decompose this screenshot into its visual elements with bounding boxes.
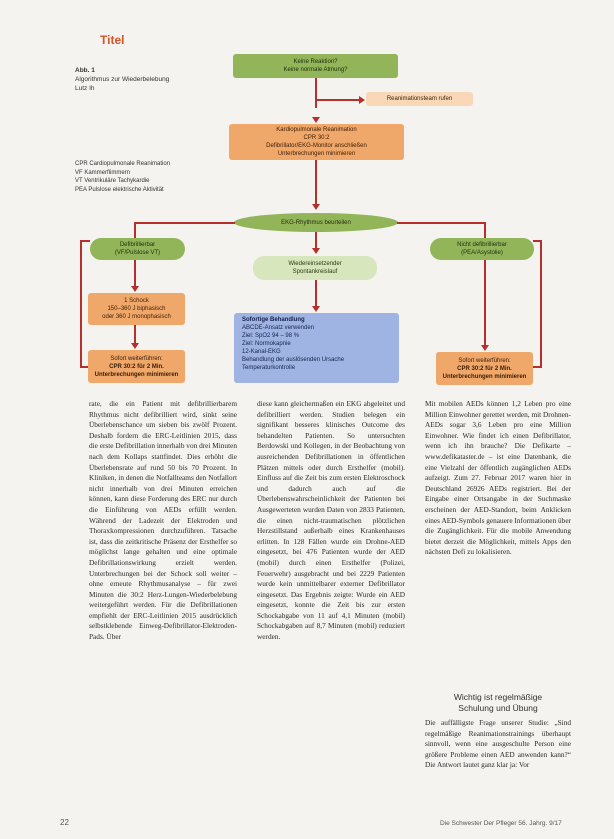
node-rhythm-label: EKG-Rhythmus beurteilen <box>281 219 351 226</box>
connector <box>315 160 317 206</box>
node-resume-left-line1: Sofort weiterführen: <box>110 355 163 362</box>
section-title: Titel <box>100 33 125 47</box>
node-call-team-label: Reanimationsteam rufen <box>386 96 453 102</box>
connector <box>315 78 317 108</box>
node-shockable-line2: (VF/Pulslose VT) <box>114 250 161 256</box>
node-rosc <box>253 256 377 280</box>
node-rosc-line2: Spontankreislauf <box>292 269 338 275</box>
node-rhythm <box>234 213 398 232</box>
abbreviation-item: VF Kammerflimmern <box>75 169 131 176</box>
connector <box>533 240 542 242</box>
journal-info: Die Schwester Der Pfleger 56. Jahrg. 9/17 <box>440 820 562 827</box>
treatment-item: 12-Kanal-EKG <box>242 349 281 355</box>
subheading-line2: Schulung und Übung <box>458 703 538 713</box>
node-treatment <box>234 313 399 383</box>
node-resume-right-line3: Unterbrechungen minimieren <box>442 373 527 380</box>
node-shock <box>88 293 185 325</box>
node-non-shockable-line2: (PEA/Asystolie) <box>461 250 503 256</box>
section-subheading <box>425 692 571 714</box>
treatment-item: ABCDE-Ansatz verwenden <box>242 325 315 331</box>
connector <box>316 99 360 101</box>
node-start-line1: Keine Reaktion? <box>293 59 338 65</box>
node-treatment-title: Sofortige Behandlung <box>242 317 305 323</box>
treatment-item: Temperaturkontrolle <box>242 365 296 371</box>
node-rosc-line1: Wiedereinsetzender <box>288 261 342 267</box>
connector <box>135 222 235 224</box>
connector <box>484 222 486 238</box>
node-shock-line2: 150–360 J biphasisch <box>107 306 166 312</box>
node-cpr <box>229 124 404 160</box>
node-cpr-line1: Kardiopulmonale Reanimation <box>276 127 357 133</box>
body-column-3-bottom: Die auffälligste Frage unserer Studie: „Sind regelmäßige Reanimationstrainings überhaupt sinnvoll, wenn eine ausgeschulte Person eine größere Probleme einen AED anwenden kann?“ Die Antwort lautet ganz klar ja: Vor <box>425 718 571 770</box>
figure-number: Abb. 1 <box>75 67 95 74</box>
connector <box>397 222 485 224</box>
connector <box>540 240 542 368</box>
arrow-icon <box>481 345 489 351</box>
page-number: 22 <box>60 818 69 827</box>
connector <box>134 260 136 288</box>
node-resume-left-line2: CPR 30:2 für 2 Min. <box>109 363 164 370</box>
connector <box>80 240 82 368</box>
treatment-item: Ziel: Normokapnie <box>242 341 291 347</box>
node-resume-right-line1: Sofort weiterführen: <box>458 357 511 364</box>
node-shockable <box>90 238 185 260</box>
node-cpr-line4: Unterbrechungen minimieren <box>277 151 356 157</box>
abbreviation-item: PEA Pulslose elektrische Aktivität <box>75 186 164 193</box>
node-resume-left-line3: Unterbrechungen minimieren <box>94 371 179 378</box>
arrow-icon <box>359 96 365 104</box>
subheading-line1: Wichtig ist regelmäßige <box>453 692 543 702</box>
node-resume-right-line2: CPR 30:2 für 2 Min. <box>457 365 512 372</box>
node-cpr-line2: CPR 30:2 <box>303 135 330 141</box>
figure-source: Lutz Ih <box>75 85 95 92</box>
node-start-line2: Keine normale Atmung? <box>283 67 348 73</box>
abbreviation-item: CPR Cardiopulmonale Reanimation <box>75 161 171 167</box>
abbreviation-list <box>75 160 170 194</box>
body-column-1: rate, die ein Patient mit defibrillierbarem Rhythmus nicht defibrilliert wird, sinkt seine Überlebenschance um sieben bis zwölf Prozent. Deshalb fordern die ERC-Leitlinien 2015, dass die erste Defibrillation innerhalb von drei Minuten nach dem Kollaps stattfindet. Dies erhöht die Überlebensrate auf rund 50 bis 70 Prozent. In Kliniken, in denen die Notfallteams den Notfallort nicht innerhalb von drei Minuten erreichen können, kann diese Forderung des ERC nur durch die Einführung von AEDs erfüllt werden. Während der Ladezeit der Elektroden und Thoraxkompressionen durchzuführen. Tatsache ist, dass die zeitkritische Präsenz der Ersthelfer so möglichst lange gehalten und eine optimale Defibrillationswirkung erzielt werden. Unterbrechungen bei der Schock soll weiter – ohne erneute Rhythmusanalyse – für zwei Minuten die 30:2 Herz-Lungen-Wiederbelebung weitergeführt werden. Für die Defibrillationen empfiehlt der ERC-Leitlinien 2015 ausdrücklich selbstklebende Einweg-Defibrillator-Elektroden-Pads. Über <box>89 399 237 642</box>
node-call-team <box>366 92 473 106</box>
connector <box>134 325 136 345</box>
connector <box>533 366 542 368</box>
node-cpr-line3: Defibrillator/EKG-Monitor anschließen <box>266 143 367 149</box>
node-start <box>233 54 398 78</box>
body-column-2: diese kann gleichermaßen ein EKG abgeleitet und defibrilliert werden. Studien belegen ein signifikant besseres klinisches Outcome des behandelten Patienten. So untersuchten Berdowski und Kollegen, in der Beobachtung von ausreichenden Defibrillationen in öffentlichen Plätzen mittels oder durch Ersthelfer (mobil). Einfluss auf die Zeit bis zum ersten Elektroschock und dadurch auch auf die Überlebenswahrscheinlichkeit der Patienten bei Ausgewerteten wurden Daten von 2833 Patienten, die einen nicht-traumatischen plötzlichen Herzstillstand außerhalb eines Krankenhauses erlitten. In 128 Fällen wurde ein Drohne-AED eingesetzt, bei 476 Patienten wurde der AED (mobil) durch einen Ersthelfer (Polizei, Feuerwehr) ausgebracht und bei 2229 Patienten wurde kein unmittelbarer externer Defibrillator eingesetzt. Das Ergebnis zeigte: Wurde ein AED eingesetzt, konnte die Zeit bis zur ersten Schockabgabe von 11 auf 4,1 Minuten (mobil) Schockabgaben auf 8,7 Minuten (mobil) reduziert werden. <box>257 399 405 642</box>
node-non-shockable <box>430 238 534 260</box>
arrow-icon <box>312 306 320 312</box>
arrow-icon <box>312 248 320 254</box>
node-resume-right <box>436 352 533 385</box>
node-shockable-line1: Defibrillierbar <box>119 242 156 248</box>
node-resume-left <box>88 350 185 383</box>
connector <box>315 280 317 308</box>
node-shock-line3: oder 360 J monophasisch <box>102 314 171 320</box>
arrow-icon <box>131 286 139 292</box>
arrow-icon <box>312 117 320 123</box>
connector <box>80 366 88 368</box>
connector <box>80 240 90 242</box>
treatment-item: Ziel: SpO2 94 – 98 % <box>242 333 300 339</box>
node-non-shockable-line1: Nicht defibrillierbar <box>457 242 507 248</box>
treatment-item: Behandlung der auslösenden Ursache <box>242 357 345 363</box>
figure-label <box>75 66 169 93</box>
arrow-icon <box>131 343 139 349</box>
abbreviation-item: VT Ventrikuläre Tachykardie <box>75 178 150 184</box>
node-shock-line1: 1 Schock <box>124 298 149 304</box>
body-column-3-top: Mit mobilen AEDs können 1,2 Leben pro eine Million Einwohner gerettet werden, mit Drohnen-AEDs sogar 3,6 Leben pro eine Million Einwohner. Wie findet ich einen Defibrillator, wenn ich ihn brauche? Die Defikarte – www.defikataster.de – ist eine Datenbank, die eine Vielzahl der öffentlich zugänglichen AEDs aufzeigt. Zum 27. Februar 2017 waren hier in Deutschland 26926 AEDs registriert. Bei der Eingabe einer Ortsangabe in der Suchmaske erscheinen der AED-Standort, beim Anklicken eines AED-Symbols genauere Informationen über die Zugänglichkeit. Für die mobile Anwendung bietet derzeit die Möglichkeit, mittels Apps den nächsten Defi zu lokalisieren. <box>425 399 571 557</box>
connector <box>134 222 136 238</box>
arrow-icon <box>312 204 320 210</box>
figure-caption: Algorithmus zur Wiederbelebung <box>75 76 170 83</box>
connector <box>484 260 486 348</box>
